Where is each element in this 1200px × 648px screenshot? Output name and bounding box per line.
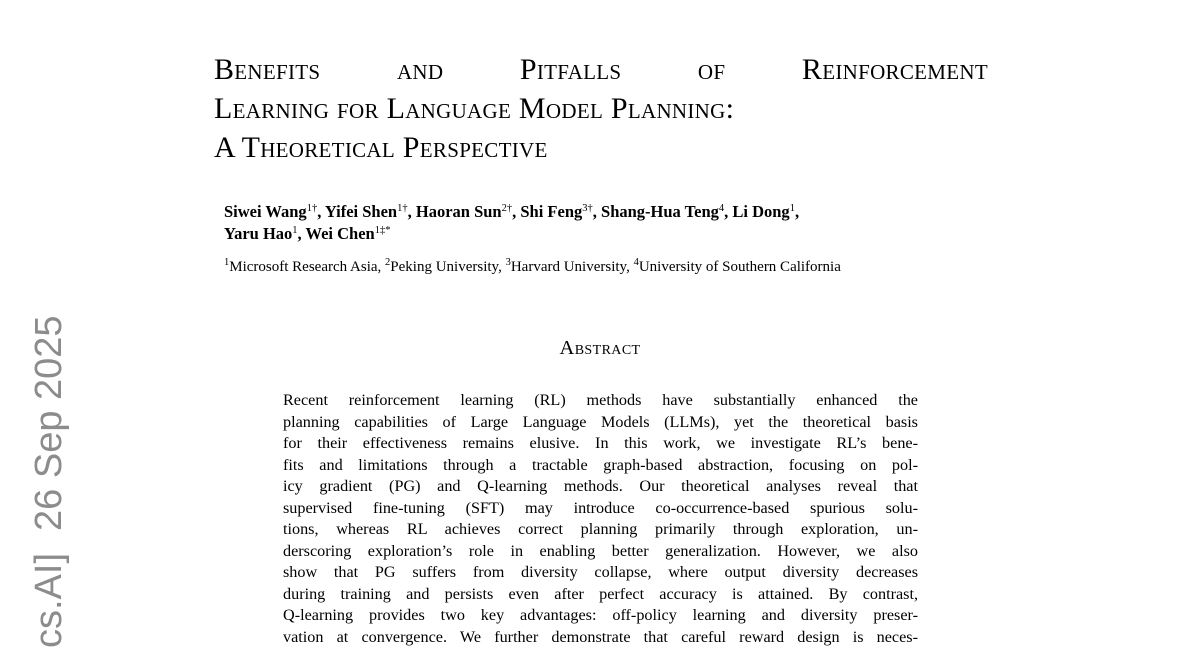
- author-list: [224, 201, 964, 245]
- abstract-line: derscoring exploration’s role in enabling better generalization. However, we also: [283, 541, 918, 560]
- affiliation-separator: ,: [626, 259, 634, 275]
- affiliation-name: University of Southern California: [638, 259, 841, 275]
- author-separator: ,: [407, 202, 416, 221]
- author-mark: 2†: [501, 203, 513, 214]
- abstract-heading: Abstract: [559, 337, 641, 359]
- abstract-line: show that PG suffers from diversity collapse, where output diversity decreases: [283, 563, 918, 581]
- author-mark: 1: [789, 203, 795, 214]
- arxiv-side-stamp: [20, 315, 78, 648]
- affiliation-separator: ,: [498, 259, 506, 275]
- affiliation-mark: 1: [224, 257, 230, 268]
- abstract-line: tions, whereas RL achieves correct planning primarily through exploration, un-: [283, 520, 918, 538]
- title-line-3: A Theoretical Perspective: [214, 131, 548, 164]
- affiliation-name: Harvard University: [510, 259, 627, 275]
- abstract-line: fits and limitations through a tractable graph-based abstraction, focusing on pol-: [283, 455, 918, 474]
- affiliation-name: Microsoft Research Asia: [229, 259, 378, 275]
- author-mark: 1: [292, 225, 298, 236]
- affiliation-mark: 3: [505, 257, 511, 268]
- author-name: Wei Chen: [305, 224, 375, 243]
- author-separator: ,: [724, 202, 733, 221]
- abstract-line: icy gradient (PG) and Q-learning methods. Our theoretical analyses reveal that: [283, 477, 918, 495]
- abstract-line: during training and persists even after perfect accuracy is attained. By contrast,: [283, 584, 918, 603]
- author-mark: 1‡*: [374, 225, 391, 236]
- author-separator: ,: [297, 224, 306, 243]
- author-name: Shang-Hua Teng: [601, 202, 719, 221]
- abstract-line: vation at convergence. We further demonstrate that careful reward design is neces-: [283, 627, 918, 646]
- paper-title: [214, 50, 988, 167]
- author-line-1: [224, 201, 964, 223]
- abstract-line: Q-learning provides two key advantages: off-policy learning and diversity preser-: [283, 606, 918, 624]
- title-line-1: Benefits and Pitfalls of Reinforcement: [214, 53, 988, 86]
- affiliation-mark: 2: [385, 257, 391, 268]
- title-line-2: Learning for Language Model Planning:: [214, 92, 735, 125]
- author-separator: ,: [512, 202, 521, 221]
- author-separator: ,: [794, 202, 800, 221]
- author-name: Yaru Hao: [224, 224, 293, 243]
- author-separator: ,: [317, 202, 325, 221]
- author-name: Yifei Shen: [324, 202, 398, 221]
- affiliation-list: [224, 257, 841, 277]
- author-mark: 1†: [306, 203, 318, 214]
- author-mark: 1†: [397, 203, 408, 214]
- abstract-line: Recent reinforcement learning (RL) methods have substantially enhanced the: [283, 391, 918, 409]
- author-name: Li Dong: [732, 202, 790, 221]
- affiliation-mark: 4: [633, 257, 639, 268]
- affiliation-name: Peking University: [390, 259, 499, 275]
- affiliation-separator: ,: [377, 259, 386, 275]
- author-separator: ,: [592, 202, 602, 221]
- arxiv-category: cs.AI]: [28, 552, 70, 648]
- abstract-line: planning capabilities of Large Language Models (LLMs), yet the theoretical basis: [283, 412, 918, 431]
- author-name: Haoran Sun: [415, 202, 502, 221]
- arxiv-date: 26 Sep 2025: [28, 315, 70, 531]
- author-name: Shi Feng: [520, 202, 583, 221]
- author-mark: 4: [718, 203, 725, 214]
- abstract-body: [283, 390, 918, 648]
- author-line-2: [224, 223, 964, 245]
- abstract-line: for their effectiveness remains elusive. In this work, we investigate RL’s bene-: [283, 434, 918, 452]
- abstract-line: supervised fine-tuning (SFT) may introduce co-occurrence-based spurious solu-: [283, 498, 918, 517]
- author-name: Siwei Wang: [224, 202, 307, 221]
- author-mark: 3†: [582, 203, 593, 214]
